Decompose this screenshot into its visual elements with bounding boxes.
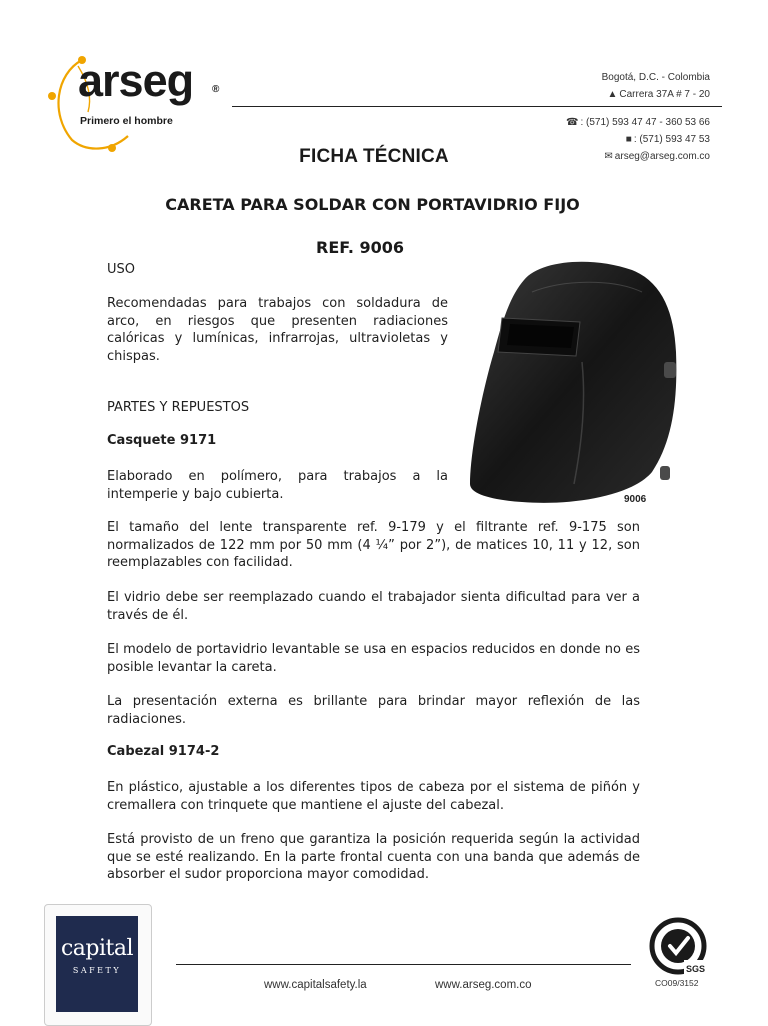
- casquete-text: Elaborado en polímero, para trabajos a la intemperie y bajo cubierta.: [107, 469, 448, 502]
- header-address-line: [607, 89, 710, 100]
- footer-link-arseg[interactable]: www.arseg.com.co: [435, 979, 532, 991]
- phone-icon: ☎: [565, 117, 579, 128]
- partes-heading: PARTES Y REPUESTOS: [107, 400, 250, 415]
- logo-wordmark: arseg: [78, 55, 194, 106]
- product-reference: REF. 9006: [316, 238, 405, 257]
- header-city: Bogotá, D.C. - Colombia: [601, 72, 710, 83]
- building-icon: ▲: [607, 89, 618, 100]
- sgs-label: SGS: [686, 964, 706, 974]
- casquete-heading: Casquete 9171: [107, 433, 217, 448]
- envelope-icon: ✉: [604, 151, 613, 162]
- header-phone: : (571) 593 47 47 - 360 53 66: [580, 117, 710, 128]
- image-caption: 9006: [624, 494, 647, 505]
- header-email[interactable]: arseg@arseg.com.co: [614, 151, 710, 162]
- header-fax: : (571) 593 47 53: [633, 134, 710, 145]
- paragraph-liftable-model: El modelo de portavidrio levantable se usa en espacios reducidos en donde no es posible levantar la careta.: [107, 642, 640, 675]
- welding-mask-image: [462, 252, 702, 514]
- cabezal-text: En plástico, ajustable a los diferentes tipos de cabeza por el sistema de piñón y cremallera con trinquete que mantiene el ajuste del cabezal.: [107, 780, 640, 813]
- certificate-number: CO09/3152: [655, 978, 699, 988]
- document-title: FICHA TÉCNICA: [299, 146, 449, 167]
- paragraph-glass-replacement: El vidrio debe ser reemplazado cuando el trabajador sienta dificultad para ver a través de él.: [107, 590, 640, 623]
- logo-tagline: Primero el hombre: [80, 115, 173, 127]
- capital-logo-safety: SAFETY: [72, 966, 122, 975]
- header-phone-line: [566, 117, 710, 128]
- capital-logo-word: capital: [60, 936, 134, 961]
- header-divider: [232, 106, 722, 107]
- fax-icon: ■: [625, 134, 632, 145]
- capital-safety-logo: [56, 916, 138, 1012]
- footer-link-capitalsafety[interactable]: www.capitalsafety.la: [264, 979, 367, 991]
- logo-registered-mark: ®: [212, 84, 220, 95]
- paragraph-brake: Está provisto de un freno que garantiza la posición requerida según la actividad que se esté realizando. En la parte frontal cuenta con una banda que además de absorber el sudor proporciona mayor comodidad.: [107, 832, 640, 882]
- header-address: Carrera 37A # 7 - 20: [619, 89, 710, 100]
- footer-divider: [176, 964, 631, 965]
- paragraph-finish: La presentación externa es brillante para brindar mayor reflexión de las radiaciones.: [107, 694, 640, 727]
- product-name: CARETA PARA SOLDAR CON PORTAVIDRIO FIJO: [165, 195, 580, 214]
- cabezal-heading: Cabezal 9174-2: [107, 744, 220, 759]
- uso-text: Recomendadas para trabajos con soldadura de arco, en riesgos que presenten radiaciones calóricas y lumínicas, infrarrojas, ultravioletas y chispas.: [107, 296, 448, 364]
- paragraph-lens-size: El tamaño del lente transparente ref. 9-179 y el filtrante ref. 9-175 son normalizados de 122 mm por 50 mm (4 ¼” por 2”), de matices 10, 11 y 12, son reemplazables con facilidad.: [107, 520, 640, 570]
- uso-heading: USO: [107, 262, 135, 277]
- header-fax-line: [626, 134, 710, 145]
